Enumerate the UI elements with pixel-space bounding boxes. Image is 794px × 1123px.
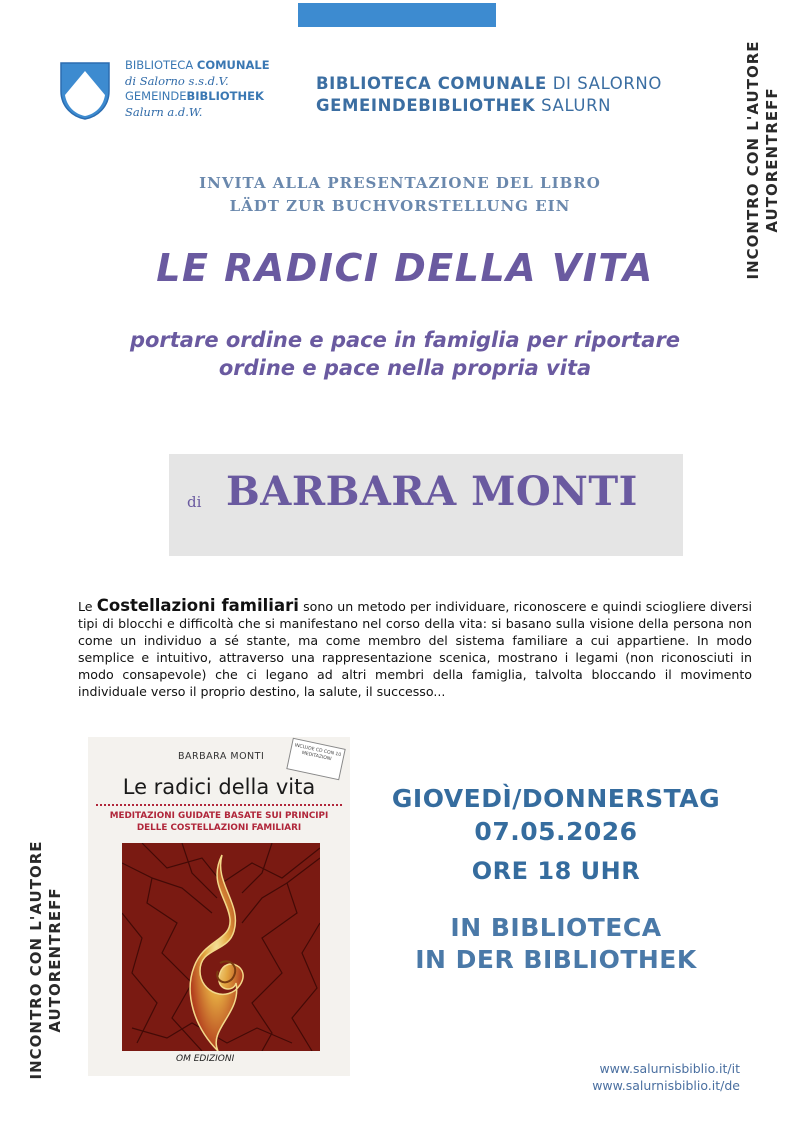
invite-line1: INVITA ALLA PRESENTAZIONE DEL LIBRO	[199, 174, 601, 192]
website-link-it[interactable]: www.salurnisbiblio.it/it	[599, 1061, 740, 1076]
header-title-line2-rest: SALURN	[535, 96, 612, 115]
cover-subtitle-line2: DELLE COSTELLAZIONI FAMILIARI	[136, 823, 302, 833]
side-label-bottom-line1: INCONTRO CON L'AUTORE	[27, 840, 45, 1080]
logo-wordmark	[125, 58, 305, 120]
logo-line3-b: BIBLIOTHEK	[186, 89, 264, 103]
book-title: LE RADICI DELLA VITA	[156, 246, 654, 290]
book-subtitle	[60, 326, 750, 382]
event-day-date	[360, 782, 752, 848]
logo-line1-a: BIBLIOTECA	[125, 58, 197, 72]
event-day: GIOVEDÌ/DONNERSTAG	[391, 784, 721, 813]
cover-divider	[96, 804, 342, 806]
top-accent-bar	[298, 3, 496, 27]
logo-line4: Salurn a.d.W.	[125, 104, 203, 119]
invitation-text	[140, 172, 660, 218]
cover-cd-stamp: INCLUDE CD CON 10 MEDITAZIONI	[286, 738, 345, 781]
event-date: 07.05.2026	[474, 817, 638, 846]
cover-subtitle	[88, 810, 350, 834]
cover-publisher: OM EDIZIONI	[176, 1054, 235, 1064]
side-label-bottom	[18, 825, 74, 1095]
event-place	[360, 912, 752, 976]
library-shield-logo	[59, 61, 111, 121]
side-label-line1: INCONTRO CON L'AUTORE	[744, 40, 762, 280]
desc-highlight: Costellazioni familiari	[96, 596, 299, 615]
book-cover-image	[88, 737, 350, 1076]
event-place-line1: IN BIBLIOTECA	[450, 913, 662, 942]
cover-subtitle-line1: MEDITAZIONI GUIDATE BASATE SUI PRINCIPI	[109, 811, 329, 821]
website-links	[520, 1060, 740, 1094]
description-paragraph	[78, 597, 752, 700]
author-name: BARBARA MONTI	[226, 468, 638, 515]
logo-line3-a: GEMEINDE	[125, 89, 187, 103]
subtitle-line1: portare ordine e pace in famiglia per riportare	[129, 328, 681, 352]
header-title-line1-rest: DI SALORNO	[546, 74, 662, 93]
header-title-line1-bold: BIBLIOTECA COMUNALE	[316, 74, 547, 93]
author-prefix: di	[187, 493, 202, 511]
side-label-line2: AUTORENTREFF	[763, 87, 781, 233]
desc-body: sono un metodo per individuare, riconoscere e quindi sciogliere diversi tipi di blocchi e difficoltà che si manifestano nel corso della vita: si basano sulla visione della persona non come un individuo a sé stante, ma come membro del sistema familiare a cui appartiene. In modo semplice e intuitivo, attraverso una rappresentazione scenica, mostrano i legami (non riconosciuti in modo consapevole) che ci legano ad altri membri della famiglia, talvolta bloccando il movimento individuale verso il proprio destino, la salute, il successo...	[78, 599, 752, 699]
event-place-line2: IN DER BIBLIOTHEK	[415, 945, 697, 974]
cover-title: Le radici della vita	[122, 775, 316, 799]
logo-line1-b: COMUNALE	[196, 58, 270, 72]
subtitle-line2: ordine e pace nella propria vita	[218, 356, 592, 380]
header-title-line2-bold: GEMEINDEBIBLIOTHEK	[316, 96, 536, 115]
logo-line2: di Salorno s.s.d.V.	[125, 73, 229, 88]
side-label-bottom-line2: AUTORENTREFF	[46, 887, 64, 1033]
cover-artwork	[122, 843, 320, 1051]
event-time: ORE 18 UHR	[471, 857, 641, 885]
library-name	[316, 73, 716, 117]
website-link-de[interactable]: www.salurnisbiblio.it/de	[592, 1078, 740, 1093]
cover-author: BARBARA MONTI	[178, 751, 265, 762]
invite-line2: LÄDT ZUR BUCHVORSTELLUNG EIN	[229, 197, 571, 215]
desc-lead: Le	[78, 599, 97, 614]
